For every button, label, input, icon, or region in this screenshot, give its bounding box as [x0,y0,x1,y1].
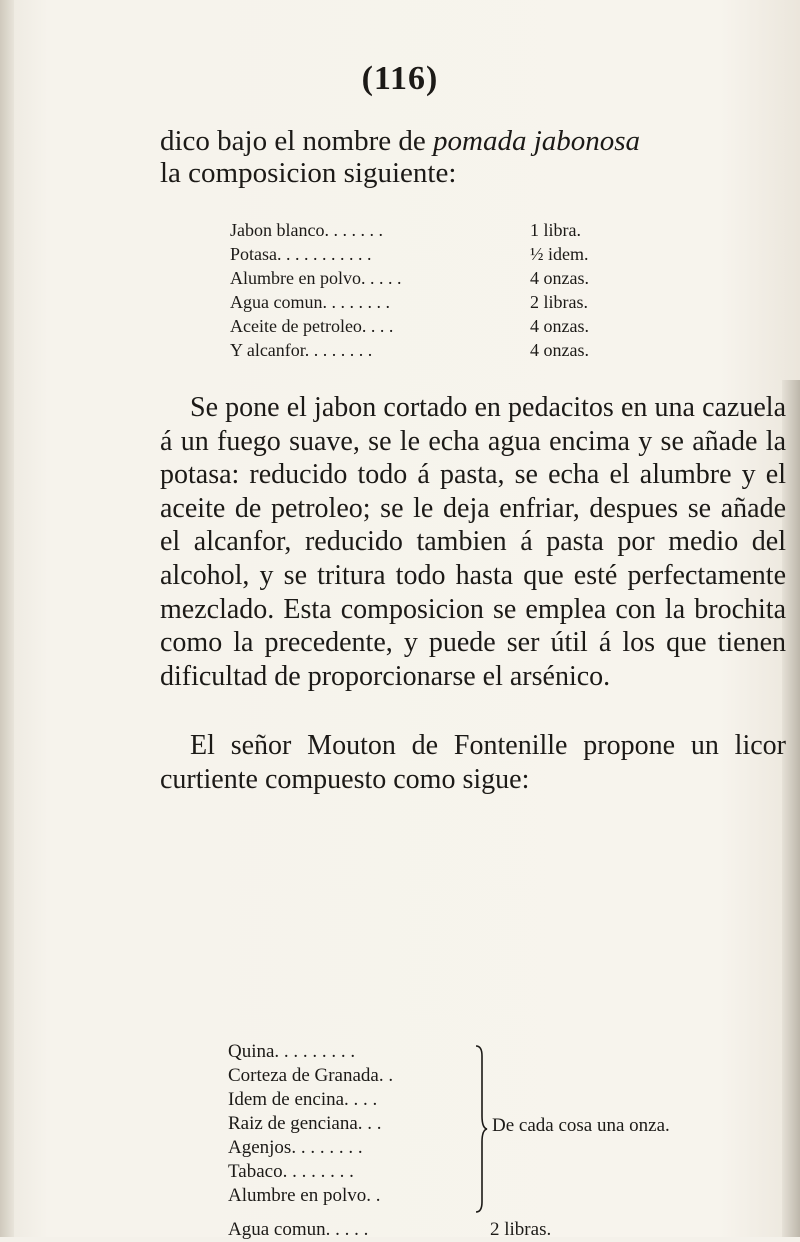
recipe-2-item: Agenjos. . . . . . . . [228,1137,363,1158]
intro-text-lead: dico bajo el nombre de [160,125,433,157]
intro-text-line2: la composicion siguiente: [160,157,457,189]
recipe-2-items [228,1040,478,1208]
quantity: 4 onzas. [530,268,589,288]
recipe-row [230,242,690,266]
ingredient: Y alcanfor. . . . . . . . [230,340,373,360]
ingredient: Aceite de petroleo. . . . [230,316,394,336]
recipe-row [230,314,690,338]
page-gutter-shadow [0,0,14,1237]
curly-brace-icon [474,1044,488,1214]
recipe-row [230,338,690,362]
recipe-2-last-item: Agua comun. . . . . [228,1219,369,1240]
recipe-row [230,266,690,290]
quantity: 2 libras. [530,292,588,312]
recipe-2-item: Quina. . . . . . . . . [228,1041,356,1062]
ingredient: Agua comun. . . . . . . . [230,292,390,312]
ingredient: Jabon blanco. . . . . . . [230,220,383,240]
recipe-2-item: Raiz de genciana. . . [228,1113,382,1134]
recipe-2-item: Idem de encina. . . . [228,1089,378,1110]
quantity: ½ idem. [530,244,589,264]
quantity: 1 libra. [530,220,581,240]
recipe-2-last-quantity: 2 libras. [490,1219,552,1240]
ingredient: Potasa. . . . . . . . . . . [230,244,372,264]
page-number: (116) [361,60,439,97]
recipe-2-item: Alumbre en polvo. . [228,1185,381,1206]
recipe-row [230,290,690,314]
quantity: 4 onzas. [530,316,589,336]
bracket-note: De cada cosa una onza. [492,1115,670,1136]
paragraph-2: El señor Mouton de Fontenille propone un licor curtiente compuesto como sigue: [160,730,786,795]
paragraph-1: Se pone el jabon cortado en pedacitos en una cazuela á un fuego suave, se le echa agua encima y se añade la potasa: reducido todo á pasta, se echa el alumbre y el aceite de petroleo; se le deja enfriar, despues se añade el alcanfor, reducido tambien á pasta por medio del alcohol, y se tritura todo hasta que esté perfectamente mezclado. Esta composicion se emplea con la brochita como la precedente, y puede ser útil á los que tienen dificultad de proporcionarse el arsénico. [160,392,786,692]
quantity: 4 onzas. [530,340,589,360]
intro-emphasis: pomada jabonosa [433,125,641,157]
recipe-row [230,218,690,242]
intro-text [160,125,786,189]
recipe-2-item: Tabaco. . . . . . . . [228,1161,354,1182]
recipe-2-last-row [228,1218,748,1242]
ingredient: Alumbre en polvo. . . . . [230,268,402,288]
recipe-2-item: Corteza de Granada. . [228,1065,394,1086]
recipe-list-1 [230,218,690,362]
